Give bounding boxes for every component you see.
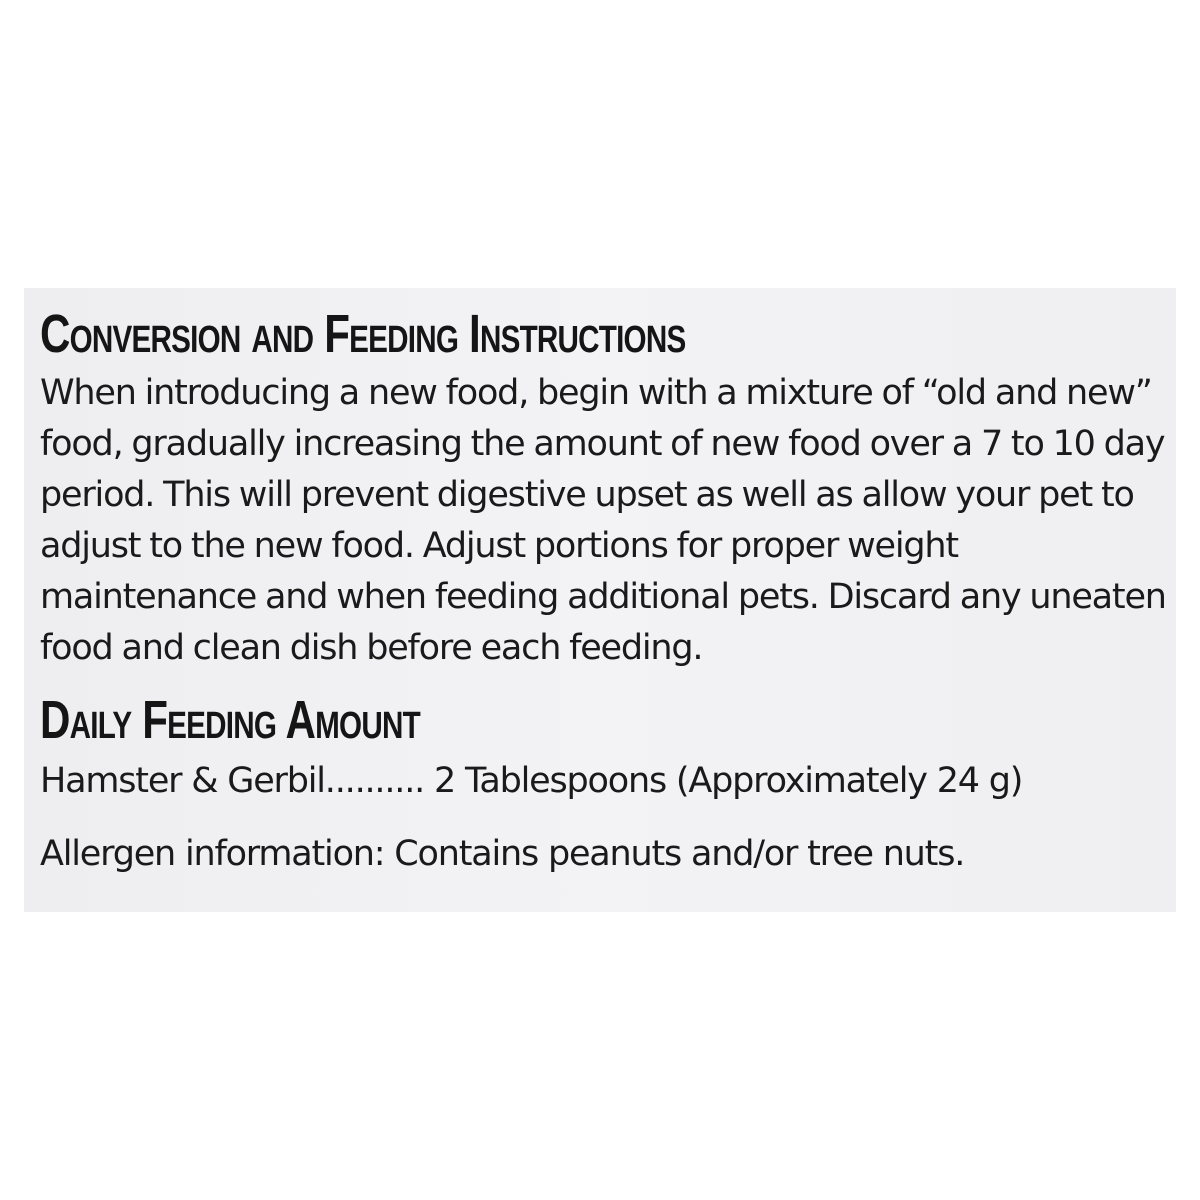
allergen-information: Allergen information: Contains peanuts and/or tree nuts.: [40, 834, 965, 874]
conversion-heading: Conversion and Feeding Instructions: [40, 304, 686, 364]
feeding-amount-row: [40, 756, 1160, 807]
dot-leader: ..........: [324, 761, 425, 801]
daily-feeding-heading: Daily Feeding Amount: [40, 690, 420, 750]
conversion-instructions: When introducing a new food, begin with a mixture of “old and new” food, gradually increasing the amount of new food over a 7 to 10 day period. This will prevent digestive upset as well as allow your pet to adjust to the new food. Adjust portions for proper weight maintenance and when feeding additional pets. Discard any uneaten food and clean dish before each feeding.: [40, 373, 1166, 668]
label-panel: [24, 288, 1176, 912]
feeding-amount: 2 Tablespoons (Approximately 24 g): [434, 761, 1023, 801]
animal-type: Hamster & Gerbil: [40, 761, 325, 801]
